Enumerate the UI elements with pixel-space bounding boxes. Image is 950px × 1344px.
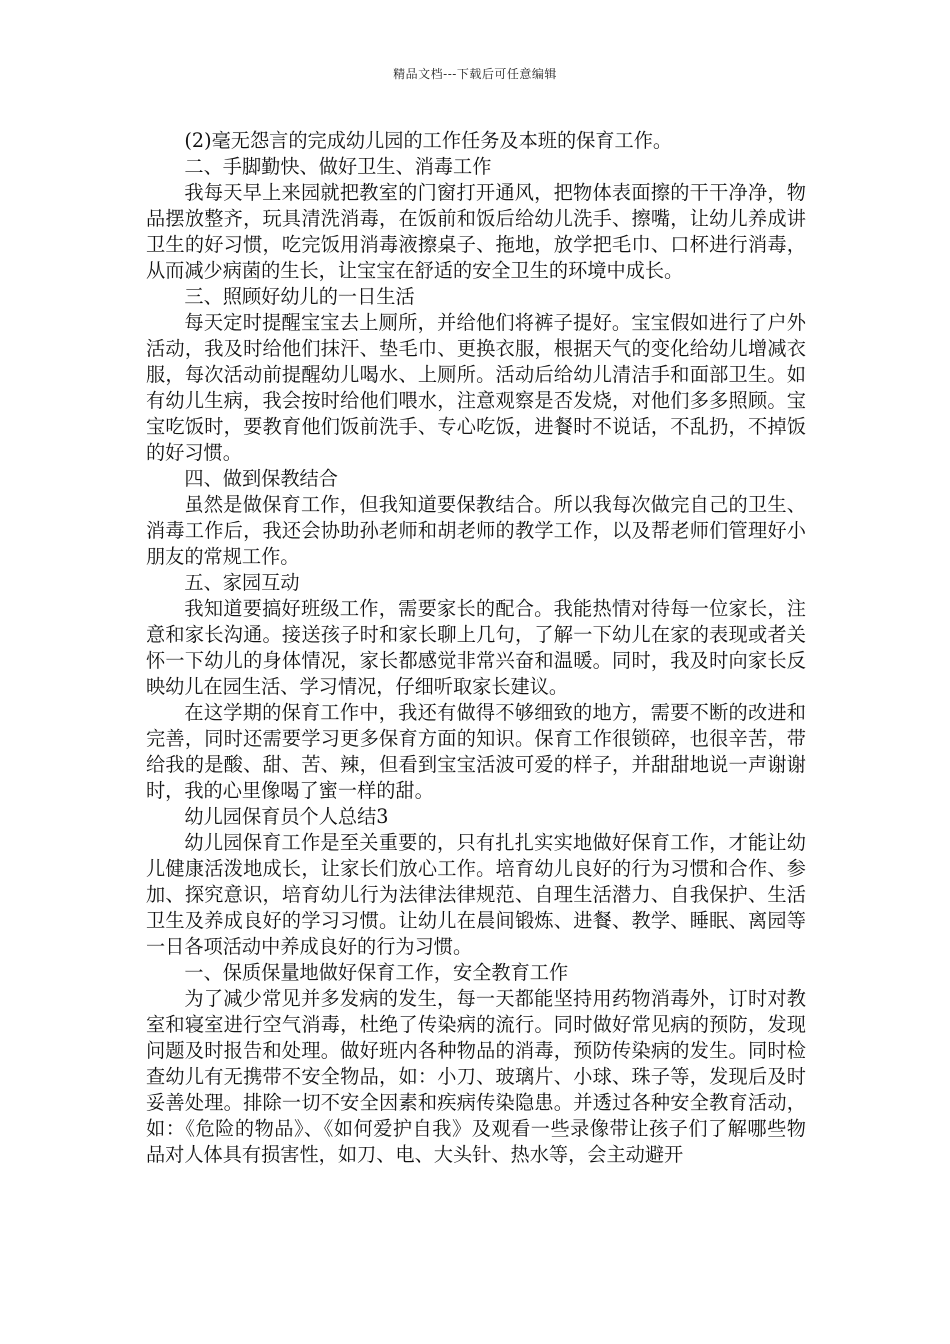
paragraph-home-school: 我知道要搞好班级工作，需要家长的配合。我能热情对待每一位家长，注意和家长沟通。接送孩子时和家长聊上几句，了解一下幼儿在家的表现或者关怀一下幼儿的身体情况，家长都感觉非常兴奋和温暖。同时，我及时向家长反映幼儿在园生活、学习情况，仔细听取家长建议。 (146, 597, 806, 698)
paragraph-hygiene: 我每天早上来园就把教室的门窗打开通风，把物体表面擦的干干净净，物品摆放整齐，玩具清洗消毒，在饭前和饭后给幼儿洗手、擦嘴，让幼儿养成讲卫生的好习惯，吃完饭用消毒液擦桌子、拖地，放学把毛巾、口杯进行消毒，从而减少病菌的生长，让宝宝在舒适的安全卫生的环境中成长。 (146, 181, 806, 282)
section-heading-care-education: 四、做到保教结合 (184, 467, 338, 490)
summary-title-3: 幼儿园保育员个人总结3 (184, 805, 389, 828)
paragraph-safety: 为了减少常见并多发病的发生，每一天都能坚持用药物消毒外，订时对教室和寝室进行空气消毒，杜绝了传染病的流行。同时做好常见病的预防，发现问题及时报告和处理。做好班内各种物品的消毒，预防传染病的发生。同时检查幼儿有无携带不安全物品，如：小刀、玻璃片、小球、珠子等，发现后及时妥善处理。排除一切不安全因素和疾病传染隐患。并透过各种安全教育活动，如：《危险的物品》、《如何爱护自我》及观看一些录像带让孩子们了解哪些物品对人体具有损害性，如刀、电、大头针、热水等，会主动避开 (146, 987, 806, 1166)
paragraph-care-education: 虽然是做保育工作，但我知道要保教结合。所以我每次做完自己的卫生、消毒工作后，我还会协助孙老师和胡老师的教学工作，以及帮老师们管理好小朋友的常规工作。 (146, 493, 806, 568)
paragraph-reflection: 在这学期的保育工作中，我还有做得不够细致的地方，需要不断的改进和完善，同时还需要学习更多保育方面的知识。保育工作很锁碎，也很辛苦，带给我的是酸、甜、苦、辣，但看到宝宝活波可爱的样子，并甜甜地说一声谢谢时，我的心里像喝了蜜一样的甜。 (146, 701, 806, 802)
section-heading-home-school: 五、家园互动 (184, 571, 300, 594)
section-heading-hygiene: 二、手脚勤快、做好卫生、消毒工作 (184, 155, 492, 178)
document-body (146, 128, 806, 1168)
paragraph-summary-intro: 幼儿园保育工作是至关重要的，只有扎扎实实地做好保育工作，才能让幼儿健康活泼地成长，让家长们放心工作。培育幼儿良好的行为习惯和合作、参加、探究意识，培育幼儿行为法律法律规范、自理生活潜力、自我保护、生活卫生及养成良好的学习习惯。让幼儿在晨间锻炼、进餐、教学、睡眠、离园等一日各项活动中养成良好的行为习惯。 (146, 831, 806, 958)
paragraph-daily-care: 每天定时提醒宝宝去上厕所，并给他们将裤子提好。宝宝假如进行了户外活动，我及时给他们抹汗、垫毛巾、更换衣服，根据天气的变化给幼儿增减衣服，每次活动前提醒幼儿喝水、上厕所。活动后给幼儿清洁手和面部卫生。如有幼儿生病，我会按时给他们喂水，注意观察是否发烧，对他们多多照顾。宝宝吃饭时，要教育他们饭前洗手、专心吃饭，进餐时不说话，不乱扔，不掉饭的好习惯。 (146, 311, 806, 464)
section-heading-daily-care: 三、照顾好幼儿的一日生活 (184, 285, 415, 308)
paragraph-duty-item-2: (2)毫无怨言的完成幼儿园的工作任务及本班的保育工作。 (184, 129, 673, 152)
section-heading-safety: 一、保质保量地做好保育工作，安全教育工作 (184, 961, 569, 984)
page-header: 精品文档---下载后可任意编辑 (393, 67, 557, 81)
